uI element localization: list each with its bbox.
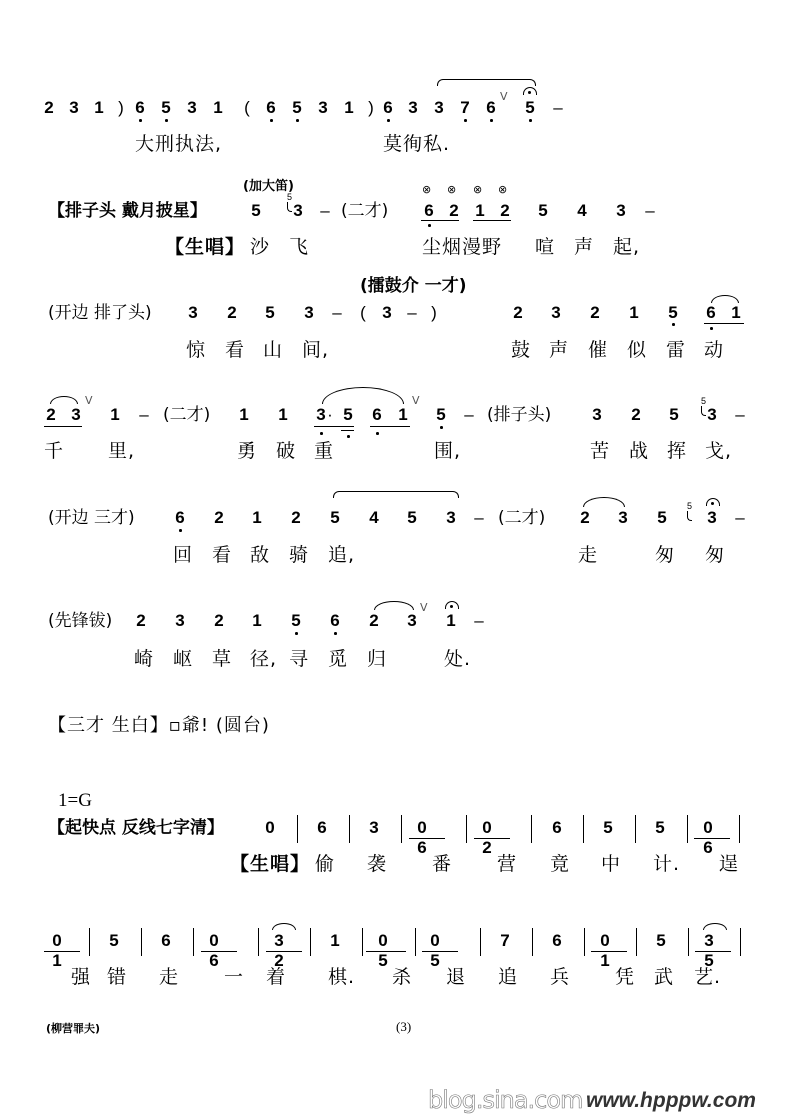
grace-note: 5 xyxy=(287,192,293,202)
underline xyxy=(421,220,459,221)
lyric: 追 xyxy=(498,966,519,988)
lyric: 惊 xyxy=(186,339,207,361)
section-label: (先锋钹) xyxy=(48,611,113,631)
dash: – xyxy=(645,201,655,220)
lyric: 声 xyxy=(574,236,595,258)
lyric: 棋. xyxy=(328,966,356,988)
lyric: 武 xyxy=(654,966,675,988)
slur-icon xyxy=(583,497,625,507)
low-octave-dot xyxy=(320,432,323,435)
note: 3 xyxy=(446,508,456,527)
percussion-x-icon: ⊗ xyxy=(498,183,508,196)
lyric: 山 xyxy=(263,339,284,361)
note: 5 xyxy=(657,508,667,527)
underline xyxy=(422,951,458,952)
low-octave-dot xyxy=(270,119,273,122)
lyric: 鼓 xyxy=(511,339,532,361)
low-octave-dot xyxy=(179,529,182,532)
barline xyxy=(740,928,741,956)
spoken-line: 【三才 生白】▫爺! (圆台) xyxy=(48,715,270,736)
lyric: 杀 xyxy=(392,966,413,988)
percussion-x-icon: ⊗ xyxy=(447,183,457,196)
grace-hook-icon xyxy=(687,511,692,521)
dash: – xyxy=(464,405,474,424)
interlude-label: (二才) xyxy=(498,508,546,528)
fermata-icon xyxy=(523,87,537,95)
breath-mark-icon: V xyxy=(85,394,93,407)
barline xyxy=(193,928,194,956)
paren: ( xyxy=(244,98,250,117)
underline xyxy=(370,426,410,427)
note: 3 xyxy=(616,201,626,220)
interlude-label: (二才) xyxy=(163,405,211,425)
lyric: 寻 xyxy=(289,648,310,670)
lyric: 看 xyxy=(212,544,233,566)
low-octave-dot xyxy=(672,323,675,326)
lyric: 大刑执法, xyxy=(135,133,223,155)
lyric: 袭 xyxy=(367,853,388,875)
double-underline xyxy=(341,430,354,431)
lyric: 退 xyxy=(446,966,467,988)
note: 3 xyxy=(69,98,79,117)
annotation: (擂鼓介 一才) xyxy=(360,276,467,296)
low-octave-dot xyxy=(428,224,431,227)
note: 2 xyxy=(44,98,54,117)
note: 6 xyxy=(372,405,382,424)
note: 5 xyxy=(656,931,666,950)
low-octave-dot xyxy=(165,119,168,122)
underline xyxy=(591,951,627,952)
lyric: 走 xyxy=(578,544,599,566)
lyric: 凭 xyxy=(615,966,636,988)
note-pair: 0 1 xyxy=(52,931,68,970)
singer-label: 【生唱】 xyxy=(230,853,311,875)
dash: – xyxy=(139,405,149,424)
barline xyxy=(480,928,481,956)
lyric: 里, xyxy=(108,440,136,462)
note: 2 xyxy=(631,405,641,424)
watermark-site: www.hpppw.com xyxy=(586,1089,756,1112)
note: 2 xyxy=(369,611,379,630)
note: 5 xyxy=(669,405,679,424)
note: 0 xyxy=(265,818,275,837)
underline xyxy=(695,951,731,952)
note: 1 xyxy=(110,405,120,424)
note-pair: 0 5 xyxy=(378,931,394,970)
note: 5 xyxy=(265,303,275,322)
lyric: 营 xyxy=(497,853,518,875)
section-label: (开边 三才) xyxy=(48,508,135,528)
barline xyxy=(688,928,689,956)
low-octave-dot xyxy=(710,327,713,330)
note: 5 xyxy=(292,98,302,117)
note: 6 xyxy=(175,508,185,527)
percussion-x-icon: ⊗ xyxy=(422,183,432,196)
note: 1 xyxy=(94,98,104,117)
underline xyxy=(409,838,445,839)
note: 1 xyxy=(475,201,485,220)
note: 6 xyxy=(424,201,434,220)
low-octave-dot xyxy=(347,435,350,438)
note-pair: 0 6 xyxy=(417,818,433,857)
slur-icon xyxy=(703,923,727,930)
lyric: 着 xyxy=(266,966,287,988)
note: 2 xyxy=(46,405,56,424)
note: 2 xyxy=(227,303,237,322)
note: 6 xyxy=(317,818,327,837)
note: 5 xyxy=(668,303,678,322)
low-octave-dot xyxy=(440,426,443,429)
paren: ) xyxy=(368,98,374,117)
note-pair: 0 6 xyxy=(209,931,225,970)
section-label: 【排子头 戴月披星】 xyxy=(48,201,207,221)
note: 3 xyxy=(707,508,717,527)
underline xyxy=(474,838,510,839)
underline xyxy=(44,951,80,952)
note-pair: 0 2 xyxy=(482,818,498,857)
note: 2 xyxy=(580,508,590,527)
low-octave-dot xyxy=(387,119,390,122)
note: 6 xyxy=(552,931,562,950)
lyric: 戈, xyxy=(705,440,733,462)
lyric: 走 xyxy=(159,966,180,988)
lyric: 归 xyxy=(367,648,388,670)
barline xyxy=(141,928,142,956)
lyric: 回 xyxy=(173,544,194,566)
dash: – xyxy=(735,508,745,527)
note: 6 xyxy=(161,931,171,950)
underline xyxy=(366,951,406,952)
lyric: 番 xyxy=(432,853,453,875)
page-number: (3) xyxy=(396,1019,412,1034)
lyric: 计. xyxy=(653,853,681,875)
barline xyxy=(532,928,533,956)
paren: ( xyxy=(360,303,366,322)
low-octave-dot xyxy=(376,432,379,435)
singer-label: 【生唱】 xyxy=(165,236,246,258)
note: 6 xyxy=(383,98,393,117)
footer-author: (柳营罪夫) xyxy=(46,1022,101,1035)
barline xyxy=(739,815,740,843)
note: 3 xyxy=(434,98,444,117)
note-pair: 3 2 xyxy=(274,931,290,970)
note: 5 xyxy=(538,201,548,220)
lyric: 匆 xyxy=(655,544,676,566)
underline xyxy=(201,951,237,952)
note: 5 xyxy=(161,98,171,117)
note: 1 xyxy=(398,405,408,424)
note: 5 xyxy=(251,201,261,220)
key-signature: 1=G xyxy=(58,790,92,811)
note: 1 xyxy=(629,303,639,322)
low-octave-dot xyxy=(529,119,532,122)
note: 2 xyxy=(214,508,224,527)
lyric: 一 xyxy=(224,966,245,988)
note: 7 xyxy=(500,931,510,950)
lyric: 偷 xyxy=(315,853,336,875)
lyric: 错 xyxy=(107,966,128,988)
low-octave-dot xyxy=(295,632,298,635)
barline xyxy=(636,928,637,956)
note: 5 xyxy=(330,508,340,527)
lyric: 敌 xyxy=(250,544,271,566)
note: 3 xyxy=(175,611,185,630)
note: 6 xyxy=(706,303,716,322)
lyric: 竟 xyxy=(550,853,571,875)
underline xyxy=(694,838,730,839)
lyric: 骑 xyxy=(289,544,310,566)
note: 3 xyxy=(407,611,417,630)
lyric: 崎 xyxy=(134,648,155,670)
lyric: 战 xyxy=(629,440,650,462)
lyric: 艺. xyxy=(694,966,722,988)
lyric: 处. xyxy=(444,648,472,670)
barline xyxy=(310,928,311,956)
lyric: 匆 xyxy=(705,544,726,566)
lyric: 径, xyxy=(250,648,278,670)
note: 1 xyxy=(213,98,223,117)
note: 3 xyxy=(382,303,392,322)
fermata-icon xyxy=(706,498,720,506)
note: 4 xyxy=(577,201,587,220)
lyric: 飞 xyxy=(289,236,310,258)
dash: – xyxy=(474,508,484,527)
underline xyxy=(704,323,744,324)
underline xyxy=(314,426,354,427)
lyric: 中 xyxy=(601,853,622,875)
note: 3 xyxy=(707,405,717,424)
slur-icon xyxy=(711,295,739,303)
barline xyxy=(258,928,259,956)
lyric: 苦 xyxy=(590,440,611,462)
note: 6 xyxy=(552,818,562,837)
lyric: 间, xyxy=(302,339,330,361)
note: 1 xyxy=(252,611,262,630)
lyric: 似 xyxy=(627,339,648,361)
dash: – xyxy=(320,201,330,220)
note-pair: 0 5 xyxy=(430,931,446,970)
barline xyxy=(635,815,636,843)
low-octave-dot xyxy=(464,119,467,122)
interlude-label: (二才) xyxy=(341,201,389,221)
note: 3 xyxy=(188,303,198,322)
dash: – xyxy=(407,303,417,322)
lyric: 破 xyxy=(276,440,297,462)
underline xyxy=(473,220,511,221)
section-label: 【起快点 反线七字清】 xyxy=(48,818,224,838)
lyric: 草 xyxy=(212,648,233,670)
barline xyxy=(401,815,402,843)
barline xyxy=(349,815,350,843)
paren: ) xyxy=(431,303,437,322)
lyric: 围, xyxy=(434,440,462,462)
lyric: 沙 xyxy=(250,236,271,258)
note-pair: 3 5 xyxy=(704,931,720,970)
note: 2 xyxy=(590,303,600,322)
note: 2 xyxy=(449,201,459,220)
lyric: 岖 xyxy=(173,648,194,670)
note: 1 xyxy=(446,611,456,630)
note: 4 xyxy=(369,508,379,527)
barline xyxy=(584,928,585,956)
barline xyxy=(297,815,298,843)
low-octave-dot xyxy=(296,119,299,122)
lyric: 千 xyxy=(44,440,65,462)
note: 1 xyxy=(239,405,249,424)
note: 5 xyxy=(525,98,535,117)
lyric: 追, xyxy=(328,544,356,566)
note: 3 xyxy=(187,98,197,117)
slur-icon xyxy=(333,491,459,498)
breath-mark-icon: V xyxy=(500,90,508,103)
barline xyxy=(687,815,688,843)
grace-note: 5 xyxy=(701,396,707,406)
lyric: 强 xyxy=(71,966,92,988)
watermark-blog: blog.sina.com xyxy=(428,1086,583,1114)
grace-note: 5 xyxy=(687,501,693,511)
lyric: 莫徇私. xyxy=(383,133,451,155)
note: 2 xyxy=(291,508,301,527)
note: 6 xyxy=(486,98,496,117)
annotation: (加大笛) xyxy=(243,179,294,194)
lyric: 挥 xyxy=(667,440,688,462)
barline xyxy=(415,928,416,956)
dash: – xyxy=(735,405,745,424)
note: 3 xyxy=(551,303,561,322)
lyric: 催 xyxy=(588,339,609,361)
note: 5 xyxy=(407,508,417,527)
underline xyxy=(44,426,82,427)
lyric: 勇 xyxy=(237,440,258,462)
note: 2 xyxy=(214,611,224,630)
dash: – xyxy=(332,303,342,322)
note: 1 xyxy=(344,98,354,117)
note: 7 xyxy=(460,98,470,117)
breath-mark-icon: V xyxy=(420,601,428,614)
lyric: 喧 xyxy=(535,236,556,258)
barline xyxy=(531,815,532,843)
barline xyxy=(583,815,584,843)
lyric: 动 xyxy=(704,339,725,361)
note: 2 xyxy=(500,201,510,220)
percussion-x-icon: ⊗ xyxy=(473,183,483,196)
lyric: 起, xyxy=(613,236,641,258)
lyric: 兵 xyxy=(550,966,571,988)
slur-icon xyxy=(437,79,536,86)
lyric: 觅 xyxy=(328,648,349,670)
fermata-icon xyxy=(445,601,459,609)
note: 3 xyxy=(592,405,602,424)
note: 2 xyxy=(136,611,146,630)
slur-icon xyxy=(272,923,296,930)
note: 5 xyxy=(436,405,446,424)
lyric: 雷 xyxy=(666,339,687,361)
low-octave-dot xyxy=(334,632,337,635)
note: 1 xyxy=(731,303,741,322)
note: 3 xyxy=(618,508,628,527)
paren: ) xyxy=(118,98,124,117)
lyric: 声 xyxy=(549,339,570,361)
dash: – xyxy=(553,98,563,117)
note-pair: 0 6 xyxy=(703,818,719,857)
note: 3 xyxy=(369,818,379,837)
slur-icon xyxy=(322,387,404,404)
note: 3 xyxy=(71,405,81,424)
lyric: 尘烟漫野 xyxy=(422,236,503,258)
note: 6 xyxy=(266,98,276,117)
dash: – xyxy=(474,611,484,630)
breath-mark-icon: V xyxy=(412,394,420,407)
note: 6 xyxy=(135,98,145,117)
note: 5 xyxy=(655,818,665,837)
note: 5 xyxy=(291,611,301,630)
note-pair: 0 1 xyxy=(600,931,616,970)
note: 1 xyxy=(330,931,340,950)
low-octave-dot xyxy=(139,119,142,122)
note: 2 xyxy=(513,303,523,322)
lyric: 逞 xyxy=(719,853,740,875)
section-label: (开边 排了头) xyxy=(48,303,152,323)
slur-icon xyxy=(50,396,78,404)
lyric: 重 xyxy=(314,440,335,462)
lyric: 看 xyxy=(225,339,246,361)
note: 3 xyxy=(304,303,314,322)
barline xyxy=(466,815,467,843)
barline xyxy=(362,928,363,956)
note: 3 xyxy=(318,98,328,117)
barline xyxy=(89,928,90,956)
note: 3 xyxy=(293,201,303,220)
note: 6 xyxy=(330,611,340,630)
interlude-label: (排子头) xyxy=(487,405,552,425)
note: 1 xyxy=(252,508,262,527)
note: 5 xyxy=(603,818,613,837)
note: 3 xyxy=(316,405,326,424)
low-octave-dot xyxy=(490,119,493,122)
note: 5 xyxy=(109,931,119,950)
note: 1 xyxy=(278,405,288,424)
dot-rhythm: · xyxy=(327,405,333,424)
note: 3 xyxy=(408,98,418,117)
slur-icon xyxy=(374,601,414,610)
underline xyxy=(266,951,302,952)
note: 5 xyxy=(343,405,353,424)
